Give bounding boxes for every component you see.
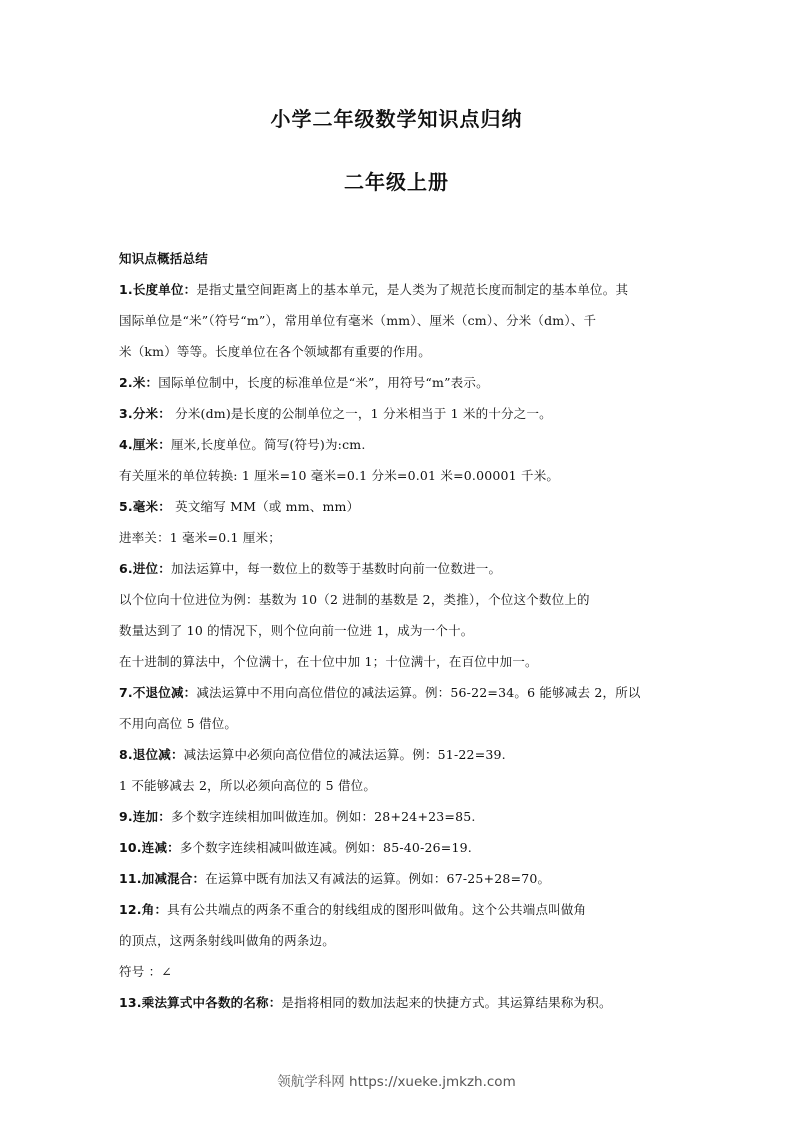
knowledge-point-term: 13.乘法算式中各数的名称： xyxy=(119,995,282,1010)
knowledge-point-text: 分米(dm)是长度的公制单位之一，1 分米相当于 1 米的十分之一。 xyxy=(170,406,552,421)
knowledge-point-term: 1.长度单位： xyxy=(119,282,197,297)
knowledge-point-text: 有关厘米的单位转换: 1 厘米=10 毫米=0.1 分米=0.01 米=0.00001 千米。 xyxy=(119,468,560,483)
knowledge-point-line xyxy=(119,801,679,832)
knowledge-point-line xyxy=(119,708,679,739)
knowledge-point-term: 2.米： xyxy=(119,375,159,390)
knowledge-point-text: 在十进制的算法中，个位满十，在十位中加 1；十位满十，在百位中加一。 xyxy=(119,654,538,669)
knowledge-point-term: 7.不退位减： xyxy=(119,685,197,700)
knowledge-point-line xyxy=(119,429,679,460)
knowledge-point-text: 厘米,长度单位。简写(符号)为:cm. xyxy=(170,437,366,452)
knowledge-point-line xyxy=(119,770,679,801)
knowledge-point-term: 5.毫米： xyxy=(119,499,171,514)
knowledge-point-term: 12.角： xyxy=(119,902,168,917)
knowledge-point-line xyxy=(119,677,679,708)
knowledge-point-text: 加法运算中，每一数位上的数等于基数时向前一位数进一。 xyxy=(170,561,502,576)
knowledge-point-term: 8.退位减： xyxy=(119,747,184,762)
knowledge-point-line xyxy=(119,367,679,398)
knowledge-point-text: 多个数字连续相加叫做连加。例如：28+24+23=85. xyxy=(170,809,476,824)
knowledge-point-text: 数量达到了 10 的情况下，则个位向前一位进 1，成为一个十。 xyxy=(119,623,474,638)
knowledge-point-term: 10.连减： xyxy=(119,840,180,855)
knowledge-point-text: 是指丈量空间距离上的基本单元，是人类为了规范长度而制定的基本单位。其 xyxy=(196,282,629,297)
knowledge-point-text: 米（km）等等。长度单位在各个领域都有重要的作用。 xyxy=(119,344,431,359)
knowledge-point-term: 6.进位： xyxy=(119,561,171,576)
knowledge-point-line xyxy=(119,522,679,553)
knowledge-point-line xyxy=(119,305,679,336)
knowledge-point-line xyxy=(119,460,679,491)
knowledge-point-text: 的顶点，这两条射线叫做角的两条边。 xyxy=(119,933,335,948)
knowledge-point-line xyxy=(119,398,679,429)
document-subtitle: 二年级上册 xyxy=(344,170,449,194)
knowledge-point-line xyxy=(119,336,679,367)
knowledge-point-text: 国际单位是“米”（符号“m”），常用单位有毫米（mm）、厘米（cm）、分米（dm）、千 xyxy=(119,313,597,328)
knowledge-point-line xyxy=(119,987,679,1018)
knowledge-point-line xyxy=(119,615,679,646)
knowledge-point-line xyxy=(119,553,679,584)
section-heading: 知识点概括总结 xyxy=(119,251,208,266)
knowledge-point-line xyxy=(119,274,679,305)
knowledge-point-line xyxy=(119,584,679,615)
knowledge-point-term: 9.连加： xyxy=(119,809,171,824)
knowledge-point-line xyxy=(119,739,679,770)
document-body xyxy=(119,243,679,1018)
footer-watermark: 领航学科网 https://xueke.jmkzh.com xyxy=(277,1074,516,1090)
document-title: 小学二年级数学知识点归纳 xyxy=(270,107,523,131)
knowledge-point-text: 具有公共端点的两条不重合的射线组成的图形叫做角。这个公共端点叫做角 xyxy=(167,902,587,917)
knowledge-point-text: 多个数字连续相减叫做连减。例如：85-40-26=19. xyxy=(179,840,472,855)
knowledge-point-text: 符号 ：∠ xyxy=(119,964,172,979)
knowledge-point-text: 进率关：1 毫米=0.1 厘米； xyxy=(119,530,281,545)
knowledge-point-line xyxy=(119,894,679,925)
knowledge-point-line xyxy=(119,491,679,522)
knowledge-point-line xyxy=(119,832,679,863)
knowledge-point-text: 减法运算中必须向高位借位的减法运算。例：51-22=39. xyxy=(183,747,506,762)
knowledge-point-term: 11.加减混合： xyxy=(119,871,206,886)
knowledge-point-term: 4.厘米： xyxy=(119,437,171,452)
knowledge-point-text: 减法运算中不用向高位借位的减法运算。例：56-22=34。6 能够减去 2，所以 xyxy=(196,685,641,700)
knowledge-point-line xyxy=(119,925,679,956)
knowledge-point-line xyxy=(119,863,679,894)
knowledge-point-term: 3.分米： xyxy=(119,406,171,421)
knowledge-point-text: 英文缩写 MM（或 mm、mm） xyxy=(170,499,360,514)
knowledge-point-text: 是指将相同的数加法起来的快捷方式。其运算结果称为积。 xyxy=(281,995,612,1010)
knowledge-point-line xyxy=(119,646,679,677)
knowledge-point-text: 国际单位制中，长度的标准单位是“米”，用符号“m”表示。 xyxy=(158,375,489,390)
knowledge-point-text: 不用向高位 5 借位。 xyxy=(119,716,238,731)
knowledge-point-list xyxy=(119,274,679,1018)
knowledge-point-text: 1 不能够减去 2，所以必须向高位的 5 借位。 xyxy=(119,778,377,793)
knowledge-point-text: 在运算中既有加法又有减法的运算。例如：67-25+28=70。 xyxy=(205,871,551,886)
knowledge-point-line xyxy=(119,956,679,987)
knowledge-point-text: 以个位向十位进位为例：基数为 10（2 进制的基数是 2，类推），个位这个数位上的 xyxy=(119,592,590,607)
